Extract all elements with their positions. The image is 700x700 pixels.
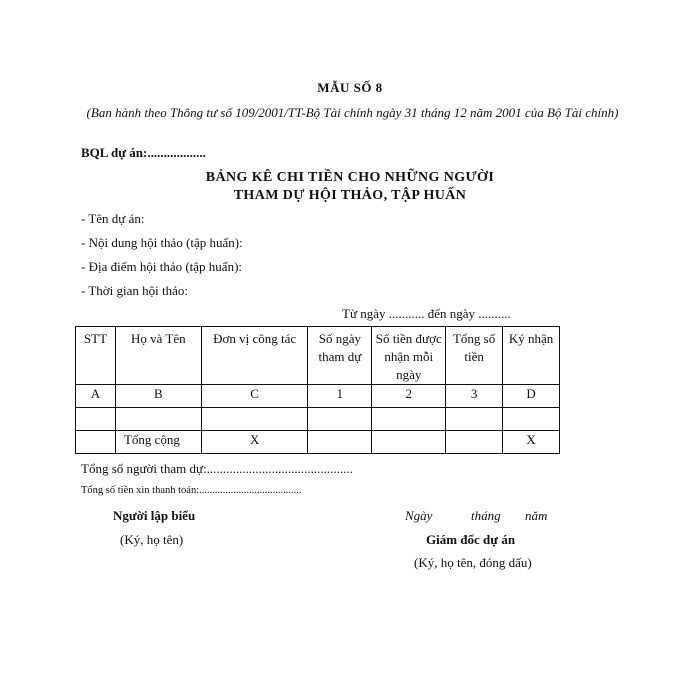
empty-cell	[115, 408, 201, 431]
total-cell: X	[201, 431, 308, 454]
payment-table	[75, 326, 560, 454]
empty-cell	[503, 408, 560, 431]
form-number: MẪU SỐ 8	[317, 80, 383, 95]
total-cell	[308, 431, 372, 454]
empty-cell	[76, 408, 116, 431]
date-month-label: tháng	[471, 508, 501, 523]
project-board-label: BQL dự án:..................	[81, 145, 206, 160]
header-cell: Số tiền được nhận mỗi ngày	[372, 327, 446, 385]
signature-date-line	[405, 508, 547, 524]
field-workshop-content: - Nội dung hội thảo (tập huấn):	[81, 235, 243, 250]
header-cell: Tổng số tiền	[446, 327, 503, 385]
field-workshop-location: - Địa điểm hội thảo (tập huấn):	[81, 259, 243, 274]
code-cell: 1	[308, 385, 372, 408]
code-cell: 3	[446, 385, 503, 408]
empty-cell	[372, 408, 446, 431]
table-code-row	[76, 385, 560, 408]
header-cell: STT	[76, 327, 116, 385]
table-total-row	[76, 431, 560, 454]
code-cell: C	[201, 385, 308, 408]
empty-cell	[446, 408, 503, 431]
header-cell: Số ngày tham dự	[308, 327, 372, 385]
date-day-label: Ngày	[405, 508, 433, 523]
preparer-note: (Ký, họ tên)	[120, 532, 184, 547]
field-workshop-time: - Thời gian hội thảo:	[81, 283, 189, 298]
empty-cell	[308, 408, 372, 431]
issued-note: (Ban hành theo Thông tư số 109/2001/TT-Bộ Tài chính ngày 31 tháng 12 năm 2001 của Bộ Tài chính)	[86, 105, 619, 120]
director-note: (Ký, họ tên, đóng dấu)	[414, 555, 532, 570]
total-cell	[372, 431, 446, 454]
empty-cell	[201, 408, 308, 431]
total-cell	[446, 431, 503, 454]
heading-line-2: THAM DỰ HỘI THẢO, TẬP HUẤN	[233, 188, 467, 203]
total-cell	[76, 431, 116, 454]
total-label-cell: Tổng cộng	[115, 431, 201, 454]
code-cell: B	[115, 385, 201, 408]
table-empty-row	[76, 408, 560, 431]
header-cell: Ký nhận	[503, 327, 560, 385]
heading-line-1: BẢNG KÊ CHI TIỀN CHO NHỮNG NGƯỜI	[205, 170, 495, 185]
field-project-name: - Tên dự án:	[81, 211, 145, 226]
header-cell: Họ và Tên	[115, 327, 201, 385]
code-cell: 2	[372, 385, 446, 408]
header-cell: Đơn vị công tác	[201, 327, 308, 385]
code-cell: D	[503, 385, 560, 408]
preparer-title: Người lập biểu	[113, 508, 196, 523]
table-header-row	[76, 327, 560, 385]
total-amount: Tổng số tiền xin thanh toán:.......................................	[81, 485, 302, 496]
director-title: Giám đốc dự án	[426, 532, 516, 547]
date-year-label: năm	[525, 508, 548, 523]
total-participants: Tổng số người tham dự:.............................................	[81, 461, 353, 476]
date-range: Từ ngày ........... đến ngày ..........	[342, 306, 511, 321]
document-heading	[150, 169, 550, 205]
code-cell: A	[76, 385, 116, 408]
total-cell: X	[503, 431, 560, 454]
